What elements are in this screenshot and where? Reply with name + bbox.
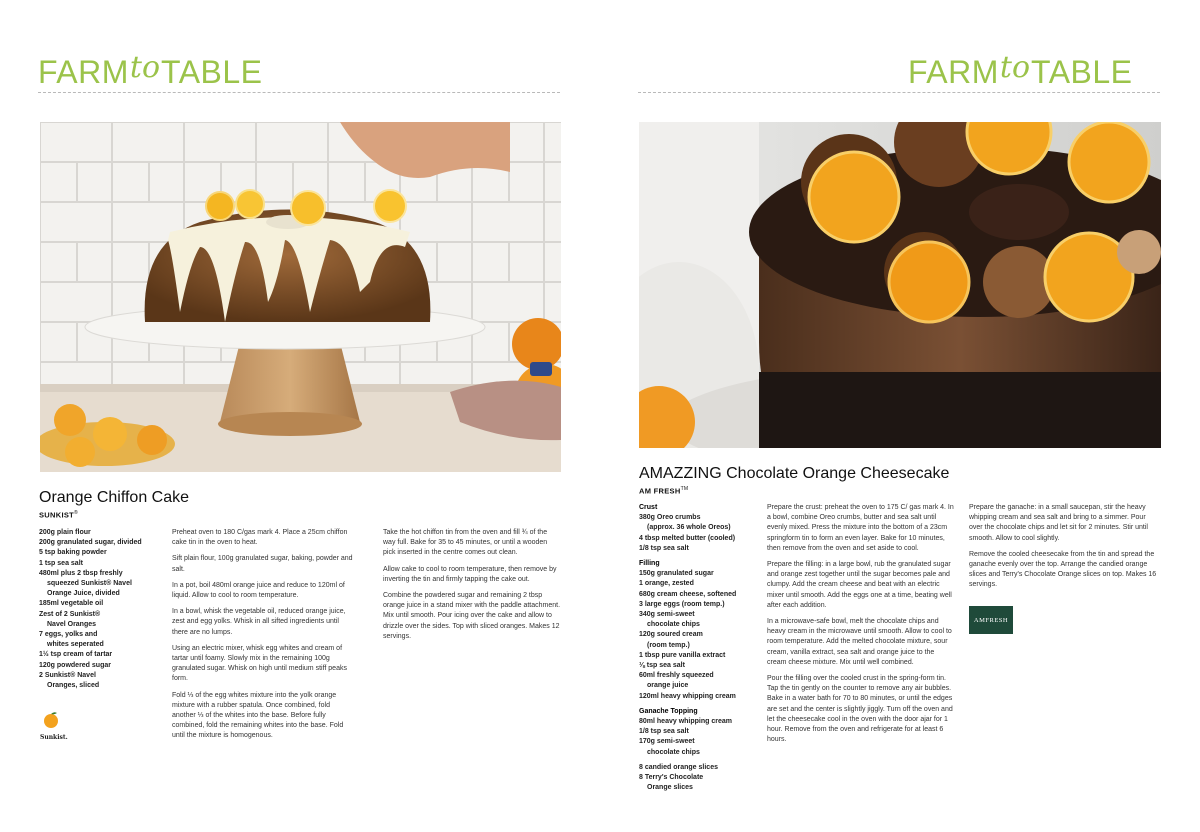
method-step: In a microwave-safe bowl, melt the chocolate chips and heavy cream in the microwave until smooth. Allow to cool to room temperature. Add the melted chocolate mixture, sour cream, vanilla extract, sea salt and orange juice to the cream cheese mixture. Mix until well combined. <box>767 618 952 666</box>
ingredient: 8 candied orange slices <box>639 763 718 771</box>
ingredient: 120g powdered sugar <box>39 661 111 669</box>
ingredient: 5 tsp baking powder <box>39 549 107 557</box>
chocolate-orange-cheesecake-photo <box>639 122 1161 448</box>
masthead-farm: FARM <box>38 54 129 90</box>
ingredient: 1/8 tsp sea salt <box>639 728 689 736</box>
brand-mark: ® <box>74 510 79 516</box>
ingredient: 1 orange, zested <box>639 580 694 588</box>
recipe-brand <box>39 510 78 520</box>
sunkist-logo-text: Sunkist. <box>40 734 68 741</box>
ingredient: Zest of 2 Sunkist® <box>39 610 101 618</box>
method-step: Prepare the crust: preheat the oven to 175 C/ gas mark 4. In a bowl, combine Oreo crumbs, butter and sea salt until evenly mixed. Press the mixture into the bottom of a 23cm springform tin to form an even layer. Bake for 10 minutes, then remove from the oven and set aside to cool. <box>767 504 954 552</box>
ingredient: 8 Terry's Chocolate <box>639 774 704 782</box>
ingredient: Orange Juice, divided <box>47 590 120 598</box>
method-column-2 <box>383 528 561 648</box>
ingredient: 170g semi-sweet <box>639 738 695 746</box>
ingredients-list <box>39 528 164 691</box>
method-step: Sift plain flour, 100g granulated sugar, baking, powder and salt. <box>172 555 353 573</box>
masthead-to: to <box>999 50 1031 85</box>
ingredient: 120g soured cream <box>639 631 703 639</box>
method-step: Prepare the ganache: in a small saucepan, stir the heavy whipping cream and sea salt and bring to a simmer. Pour over the chocolate chips and let sit for 2 minutes. Stir until smooth. Allow to cool slightly. <box>969 504 1148 542</box>
method-step: Using an electric mixer, whisk egg whites and cream of tartar until foamy. Slowly mix in the remaining 100g granulated sugar. Whisk on high until medium stiff peaks form. <box>172 644 347 683</box>
ingredient: 1 tsp sea salt <box>39 559 83 567</box>
method-step: In a pot, boil 480ml orange juice and reduce to 120ml of liquid. Allow to cool to room temperature. <box>172 581 345 600</box>
ingredient: 150g granulated sugar <box>639 570 714 578</box>
method-step: Take the hot chiffon tin from the oven and fill ¾ of the way full. Bake for 35 to 45 minutes, or until a wooden pick inserted in the centre comes out clean. <box>383 529 548 557</box>
recipe-brand <box>639 486 688 496</box>
sunkist-orange-icon <box>40 711 62 729</box>
ingredient: 4 tbsp melted butter (cooled) <box>639 534 736 542</box>
masthead-left <box>38 50 263 92</box>
masthead-rule <box>38 92 560 93</box>
masthead-table: TABLE <box>1031 54 1133 90</box>
orange-chiffon-cake-photo <box>40 122 561 472</box>
ingredients-list <box>639 503 759 793</box>
ingredient: 120ml heavy whipping cream <box>639 692 736 700</box>
ingredient: 200g plain flour <box>39 529 91 536</box>
method-column-1 <box>767 503 954 751</box>
ingredient: squeezed Sunkist® Navel <box>47 580 132 588</box>
ingredient: 380g Oreo crumbs <box>639 514 701 522</box>
ingredient: 680g cream cheese, softened <box>639 590 737 598</box>
ingredient: 3 large eggs (room temp.) <box>639 600 725 608</box>
masthead-to: to <box>129 50 161 85</box>
ingredient: 480ml plus 2 tbsp freshly <box>39 569 123 577</box>
ingredient: 1/8 tsp sea salt <box>639 544 689 552</box>
section-heading: Crust <box>639 504 658 511</box>
ingredient: (approx. 36 whole Oreos) <box>647 524 731 532</box>
ingredient: 200g granulated sugar, divided <box>39 539 142 547</box>
ingredient: 2 Sunkist® Navel <box>39 671 96 679</box>
right-page <box>600 0 1200 832</box>
method-column-2 <box>969 503 1161 597</box>
ingredient: 80ml heavy whipping cream <box>639 718 732 726</box>
recipe-title: Orange Chiffon Cake <box>39 489 190 506</box>
brand-mark: TM <box>680 486 689 492</box>
ingredient: orange juice <box>647 682 689 690</box>
ingredient: Orange slices <box>647 784 693 792</box>
ingredient: whites seperated <box>47 641 104 649</box>
method-step: In a bowl, whisk the vegetable oil, reduced orange juice, zest and egg yolks. Whisk in all sifted ingredients until there are no lumps. <box>172 608 346 636</box>
ingredient: ⅛ tsp sea salt <box>639 662 685 670</box>
masthead-rule <box>638 92 1160 93</box>
ingredient: Navel Oranges <box>47 620 97 628</box>
method-step: Preheat oven to 180 C/gas mark 4. Place a 25cm chiffon cake tin in the oven to heat. <box>172 529 348 547</box>
masthead-table: TABLE <box>161 54 263 90</box>
ingredient: 340g semi-sweet <box>639 611 695 619</box>
brand-name: AM FRESH <box>639 486 681 496</box>
method-step: Prepare the filling: in a large bowl, rub the granulated sugar and orange zest together until the sugar becomes pale and clumpy. Add the cream cheese and beat with an electric mixer until smooth. Add the eggs one at a time, beating well after each addition. <box>767 561 952 609</box>
section-heading: Ganache Topping <box>639 707 698 715</box>
ingredient: 7 eggs, yolks and <box>39 631 98 639</box>
masthead-right <box>908 50 1133 92</box>
method-step: Allow cake to cool to room temperature, then remove by inverting the tin and firmly tapping the cake out. <box>383 565 557 583</box>
ingredient: Oranges, sliced <box>47 682 100 690</box>
section-heading: Filling <box>639 560 660 568</box>
masthead-farm: FARM <box>908 54 999 90</box>
method-column-1 <box>172 528 354 748</box>
method-step: Fold ⅓ of the egg whites mixture into the yolk orange mixture with a rubber spatula. Once combined, fold another ⅓ of the whites into the base. Before fully combined, fold the remaining whites into the base. Fold until the mixture is homogenous. <box>172 691 344 740</box>
ingredient: 1½ tsp cream of tartar <box>39 651 113 659</box>
ingredient: 60ml freshly squeezed <box>639 672 714 680</box>
method-step: Pour the filling over the cooled crust in the spring-form tin. Tap the tin gently on the counter to remove any air bubbles. Bake in a water bath for 70 to 80 minutes, or until the edges are set and the center is slightly jiggly. Turn off the oven and let the cheesecake cool in the oven with the door ajar for 1 hour. Remove from the oven and refrigerate for at least 6 hours. <box>767 675 953 744</box>
brand-name: SUNKIST <box>39 510 75 520</box>
amfresh-logo: AMFRESH <box>969 606 1013 634</box>
sunkist-logo <box>40 711 68 741</box>
recipe-title: AMAZZING Chocolate Orange Cheesecake <box>639 465 950 482</box>
ingredient: 185ml vegetable oil <box>39 600 104 608</box>
method-step: Combine the powdered sugar and remaining 2 tbsp orange juice in a stand mixer with the paddle attachment. Mix until smooth. Pour icing over the cake and allow to drizzle over the sides. Top with sliced oranges. Makes 12 servings. <box>383 592 561 640</box>
ingredient: chocolate chips <box>647 621 700 629</box>
ingredient: 1 tbsp pure vanilla extract <box>639 651 726 659</box>
ingredient: chocolate chips <box>647 748 700 756</box>
ingredient: (room temp.) <box>647 641 690 649</box>
method-step: Remove the cooled cheesecake from the tin and spread the ganache evenly over the top. Arrange the candied orange slices and Terry's Chocolate Orange slices on top. Makes 16 servings. <box>969 550 1157 589</box>
